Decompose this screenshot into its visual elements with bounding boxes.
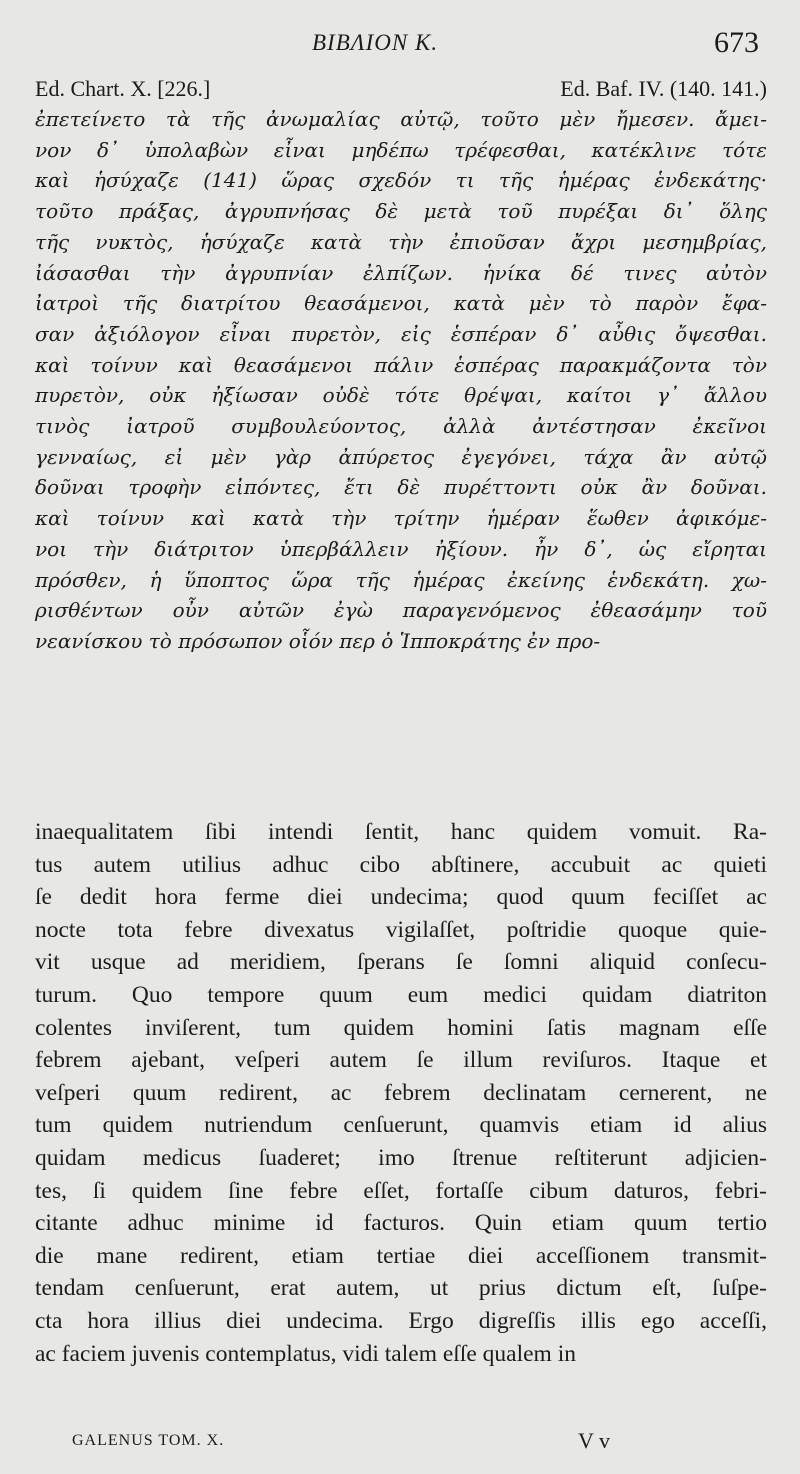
page-number: 673 [714,26,759,59]
latin-text-line: quidam medicus ſuaderet; imo ſtrenue reſtiterunt adjicien- [35,1144,767,1171]
greek-text-line: πυρετὸν, οὐκ ἠξίωσαν οὐδὲ τότε θρέψαι, καίτοι γ᾽ ἄλλου [35,383,767,408]
latin-text-line: tus autem utilius adhuc cibo abſtinere, accubuit ac quieti [35,851,767,878]
greek-text-line: νον δ᾽ ὑπολαβὼν εἶναι μηδέπω τρέφεσθαι, κατέκλινε τότε [35,137,767,162]
footer-volume: GALENUS TOM. X. [72,1432,225,1449]
latin-text-block [35,816,767,1370]
running-head-title: ΒΙΒΛΙΟΝ Κ. [312,30,439,55]
greek-text-line: τοῦτο πράξας, ἀγρυπνήσας δὲ μετὰ τοῦ πυρέξαι δι᾽ ὅλης [35,199,767,224]
latin-text-line: vit usque ad meridiem, ſperans ſe ſomni aliquid conſecu- [35,949,767,976]
edition-right: Ed. Baf. IV. (140. 141.) [560,76,767,101]
greek-text-line: νεανίσκου τὸ πρόσωπον οἷόν περ ὁ Ἱπποκράτης ἐν προ- [35,628,601,653]
latin-text-line: veſperi quum redirent, ac febrem declinatam cernerent, ne [35,1079,767,1106]
greek-text-block [35,104,767,657]
latin-text-line: inaequalitatem ſibi intendi ſentit, hanc quidem vomuit. Ra- [35,819,767,845]
edition-left: Ed. Chart. X. [226.] [35,76,211,101]
greek-text-line: σαν ἀξιόλογον εἶναι πυρετὸν, εἰς ἑσπέραν δ᾽ αὖθις ὄψεσθαι. [35,321,767,346]
page-footer [35,1428,767,1458]
greek-text-line: ἐπετείνετο τὰ τῆς ἀνωμαλίας αὐτῷ, τοῦτο μὲν ἤμεσεν. ἄμει- [35,107,767,131]
greek-text-line: ἰάσασθαι τὴν ἀγρυπνίαν ἐλπίζων. ἡνίκα δέ τινες αὐτὸν [35,260,767,285]
latin-text-line: colentes inviſerent, tum quidem homini ſatis magnam eſſe [35,1014,767,1041]
greek-text-line: δοῦναι τροφὴν εἰπόντες, ἔτι δὲ πυρέττοντι οὐκ ἂν δοῦναι. [35,475,767,500]
signature-mark: V v [578,1428,610,1453]
greek-text-line: τῆς νυκτὸς, ἡσύχαζε κατὰ τὴν ἐπιοῦσαν ἄχρι μεσημβρίας, [35,229,767,254]
latin-text-line: die mane redirent, etiam tertiae diei acceſſionem transmit- [35,1242,767,1269]
greek-text-line: καὶ τοίνυν καὶ κατὰ τὴν τρίτην ἡμέραν ἕωθεν ἀφικόμε- [35,506,767,531]
latin-text-line: febrem ajebant, veſperi autem ſe illum reviſuros. Itaque et [35,1047,767,1074]
latin-text-line: ſe dedit hora ferme diei undecima; quod quum feciſſet ac [35,884,767,911]
latin-text-line: tendam cenſuerunt, erat autem, ut prius dictum eſt, ſuſpe- [35,1275,767,1302]
latin-text-line: cta hora illius diei undecima. Ergo digreſſis illis ego acceſſi, [35,1307,767,1334]
greek-text-line: τινὸς ἰατροῦ συμβουλεύοντος, ἀλλὰ ἀντέστησαν ἐκεῖνοι [35,414,767,439]
edition-references [35,76,767,106]
latin-text-line: nocte tota febre divexatus vigilaſſet, poſtridie quoque quie- [35,916,767,943]
greek-text-line: γενναίως, εἰ μὲν γὰρ ἀπύρετος ἐγεγόνει, τάχα ἂν αὐτῷ [35,444,767,469]
greek-text-line: νοι τὴν διάτριτον ὑπερβάλλειν ἠξίουν. ἦν δ᾽, ὡς εἴρηται [35,536,767,561]
greek-text-line: ἰατροὶ τῆς διατρίτου θεασάμενοι, κατὰ μὲν τὸ παρὸν ἔφα- [35,291,767,316]
greek-text-line: ρισθέντων οὖν αὐτῶν ἐγὼ παραγενόμενος ἐθεασάμην τοῦ [35,598,767,623]
running-head [0,26,800,60]
latin-text-line: citante adhuc minime id facturos. Quin etiam quum tertio [35,1210,767,1237]
latin-text-line: ac faciem juvenis contemplatus, vidi talem eſſe qualem in [35,1340,576,1367]
latin-text-line: tes, ſi quidem ſine febre eſſet, fortaſſe cibum daturos, febri- [35,1177,767,1204]
latin-text-line: turum. Quo tempore quum eum medici quidam diatriton [35,981,767,1008]
greek-text-line: πρόσθεν, ἡ ὕποπτος ὥρα τῆς ἡμέρας ἐκείνης ἑνδεκάτη. χω- [35,567,767,592]
latin-text-line: tum quidem nutriendum cenſuerunt, quamvis etiam id alius [35,1112,767,1139]
greek-text-line: καὶ τοίνυν καὶ θεασάμενοι πάλιν ἑσπέρας παρακμάζοντα τὸν [35,352,767,377]
greek-text-line: καὶ ἡσύχαζε (141) ὥρας σχεδόν τι τῆς ἡμέρας ἑνδεκάτης· [35,168,767,193]
